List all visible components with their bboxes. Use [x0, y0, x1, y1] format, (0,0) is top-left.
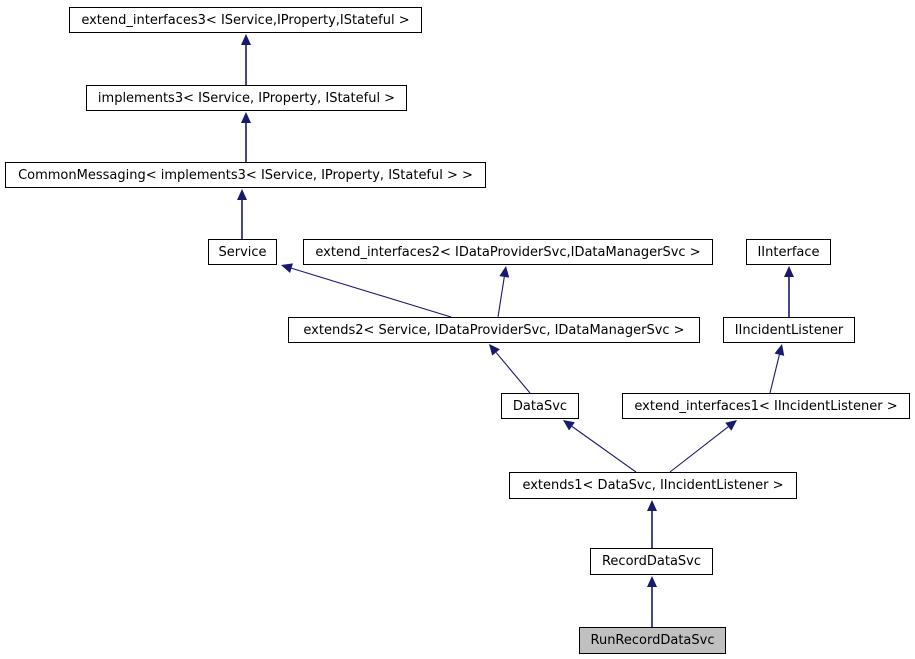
edge-extends1-to-DataSvc	[572, 426, 636, 472]
edge-extend_interfaces1-to-IIncidentListener	[770, 355, 779, 393]
arrowhead-IIncidentListener-to-IInterface	[784, 266, 794, 277]
edge-extends2-to-extend_interfaces2	[498, 277, 504, 317]
arrowhead-extends1-to-DataSvc	[563, 420, 575, 430]
node-extend_interfaces3[interactable]: extend_interfaces3< IService,IProperty,IStateful >	[69, 7, 422, 33]
arrowhead-RecordDataSvc-to-extends1	[647, 500, 657, 511]
node-extend_interfaces1[interactable]: extend_interfaces1< IIncidentListener >	[622, 393, 910, 419]
node-DataSvc[interactable]: DataSvc	[501, 393, 579, 419]
arrowhead-extends1-to-extend_interfaces1	[725, 420, 737, 431]
edge-extends1-to-extend_interfaces1	[670, 427, 728, 472]
node-CommonMessaging[interactable]: CommonMessaging< implements3< IService, IProperty, IStateful > >	[5, 162, 486, 188]
node-IIncidentListener[interactable]: IIncidentListener	[723, 317, 855, 343]
node-IInterface[interactable]: IInterface	[746, 239, 831, 265]
edge-DataSvc-to-extends2	[496, 352, 530, 393]
node-extends2[interactable]: extends2< Service, IDataProviderSvc, IDataManagerSvc >	[288, 317, 700, 343]
arrowhead-CommonMessaging-to-implements3	[241, 112, 251, 123]
arrowhead-extends2-to-Service	[281, 263, 293, 273]
node-extends1[interactable]: extends1< DataSvc, IIncidentListener >	[509, 472, 797, 499]
arrowhead-Service-to-CommonMessaging	[237, 189, 247, 200]
arrowhead-extends2-to-extend_interfaces2	[499, 266, 509, 278]
node-implements3[interactable]: implements3< IService, IProperty, IStateful >	[86, 85, 407, 111]
arrowhead-implements3-to-extend_interfaces3	[241, 34, 251, 45]
node-extend_interfaces2[interactable]: extend_interfaces2< IDataProviderSvc,IDataManagerSvc >	[303, 239, 713, 265]
node-RecordDataSvc[interactable]: RecordDataSvc	[590, 548, 713, 575]
arrowhead-extend_interfaces1-to-IIncidentListener	[775, 344, 785, 356]
arrowhead-RunRecordDataSvc-to-RecordDataSvc	[647, 576, 657, 587]
node-Service[interactable]: Service	[208, 239, 277, 265]
arrowhead-DataSvc-to-extends2	[489, 344, 500, 356]
node-RunRecordDataSvc[interactable]: RunRecordDataSvc	[579, 627, 726, 654]
edge-extends2-to-Service	[292, 268, 451, 317]
